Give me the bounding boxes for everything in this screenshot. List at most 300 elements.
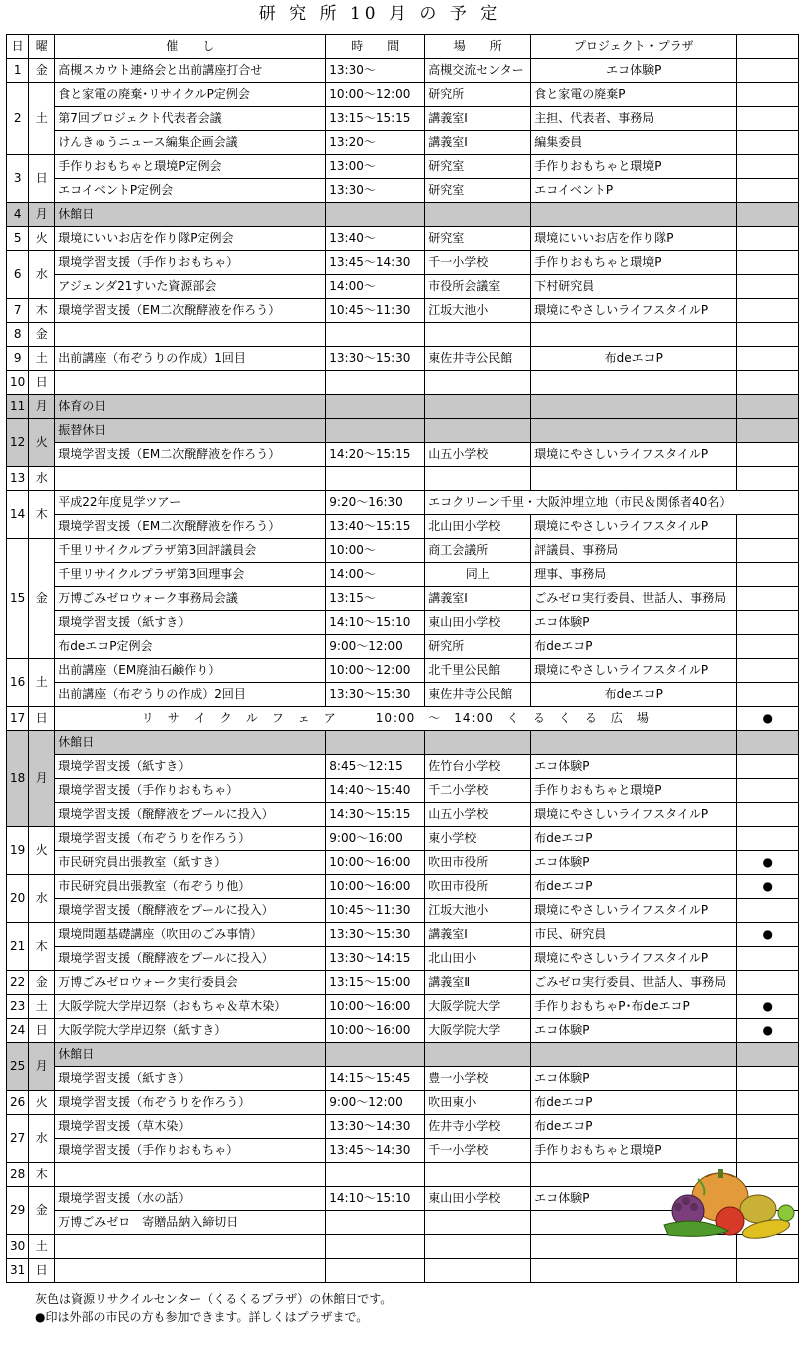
project-cell: エコ体験P [531,59,737,83]
place-cell: 東小学校 [425,827,531,851]
table-row [7,419,799,443]
place-cell: 千一小学校 [425,251,531,275]
public-mark: ● [737,851,799,875]
weekday: 土 [29,995,55,1019]
place-cell [425,203,531,227]
table-row [7,971,799,995]
day-number: 27 [7,1115,29,1163]
time-cell: 13:00～ [326,155,425,179]
table-row [7,299,799,323]
table-row [7,899,799,923]
public-mark [737,251,799,275]
project-cell: 布deエコP [531,1115,737,1139]
place-cell: 研究所 [425,83,531,107]
place-cell: 講義室Ⅰ [425,587,531,611]
event-cell: 高槻スカウト連絡会と出前講座打合せ [55,59,326,83]
project-cell: 評議員、事務局 [531,539,737,563]
project-cell: エコ体験P [531,755,737,779]
table-row [7,1067,799,1091]
table-row [7,635,799,659]
mark-cell [737,419,799,443]
time-cell: 13:30～15:30 [326,923,425,947]
table-row [7,347,799,371]
project-cell: 環境にやさしいライフスタイルP [531,443,737,467]
time-cell: 10:00～12:00 [326,83,425,107]
day-number: 22 [7,971,29,995]
time-cell: 13:45～14:30 [326,251,425,275]
time-cell [326,371,425,395]
project-cell: 理事、事務局 [531,563,737,587]
public-mark [737,299,799,323]
place-cell: 江坂大池小 [425,299,531,323]
time-cell: 10:00～16:00 [326,1019,425,1043]
event-cell: 環境学習支援（紙すき） [55,755,326,779]
public-mark: ● [737,1019,799,1043]
public-mark [737,947,799,971]
time-cell: 10:00～16:00 [326,851,425,875]
place-cell: 商工会議所 [425,539,531,563]
table-row [7,323,799,347]
place-cell: 江坂大池小 [425,899,531,923]
weekday: 金 [29,59,55,83]
place-cell: 同上 [425,563,531,587]
place-project-cell: エコクリーン千里・大阪沖埋立地（市民＆関係者40名） [425,491,799,515]
weekday: 水 [29,1115,55,1163]
public-mark [737,83,799,107]
event-cell: 環境学習支援（EM二次醗酵液を作ろう） [55,443,326,467]
event-cell: エコイベントP定例会 [55,179,326,203]
table-row [7,275,799,299]
project-cell: 手作りおもちゃと環境P [531,251,737,275]
day-number: 24 [7,1019,29,1043]
weekday: 火 [29,1091,55,1115]
project-cell: 布deエコP [531,635,737,659]
event-cell [55,1235,326,1259]
weekday: 土 [29,83,55,155]
public-mark [737,1259,799,1283]
weekday: 水 [29,875,55,923]
public-mark [737,59,799,83]
place-cell [425,395,531,419]
place-cell: 研究所 [425,635,531,659]
public-mark [737,347,799,371]
place-cell: 講義室Ⅱ [425,971,531,995]
time-cell: 10:45～11:30 [326,299,425,323]
public-mark: ● [737,875,799,899]
header-event: 催 し [55,35,326,59]
project-cell: 環境にやさしいライフスタイルP [531,515,737,539]
public-mark [737,659,799,683]
event-cell: 環境学習支援（紙すき） [55,611,326,635]
table-row [7,827,799,851]
header-day: 日 [7,35,29,59]
project-cell: 布deエコP [531,827,737,851]
weekday: 日 [29,371,55,395]
schedule-table [6,34,799,1283]
time-cell [326,395,425,419]
event-cell: 平成22年度見学ツアー [55,491,326,515]
note-public-mark: ●印は外部の市民の方も参加できます。詳しくはプラザまで。 [35,1310,369,1324]
project-cell [531,371,737,395]
project-cell: エコ体験P [531,1067,737,1091]
place-cell: 講義室Ⅰ [425,131,531,155]
table-row [7,155,799,179]
note-gray-closed: 灰色は資源リサクイルセンター（くるくるプラザ）の休館日です。 [35,1292,393,1306]
public-mark [737,227,799,251]
event-cell: 万博ごみゼロ 寄贈品納入締切日 [55,1211,326,1235]
project-cell: 市民、研究員 [531,923,737,947]
table-row [7,875,799,899]
weekday: 水 [29,467,55,491]
weekday: 日 [29,1019,55,1043]
project-cell [531,1259,737,1283]
weekday: 月 [29,731,55,827]
mark-cell [737,1043,799,1067]
event-cell: 万博ごみゼロウォーク事務局会議 [55,587,326,611]
event-cell: 市民研究員出張教室（布ぞうり他） [55,875,326,899]
day-number: 2 [7,83,29,155]
public-mark [737,1091,799,1115]
time-cell [326,1163,425,1187]
time-cell: 13:30～ [326,59,425,83]
table-row [7,83,799,107]
public-mark [737,803,799,827]
weekday: 金 [29,1187,55,1235]
public-mark [737,563,799,587]
project-cell: 食と家電の廃棄P [531,83,737,107]
event-cell: 環境学習支援（EM二次醗酵液を作ろう） [55,299,326,323]
time-cell [326,203,425,227]
table-row [7,179,799,203]
event-cell: 環境学習支援（布ぞうりを作ろう） [55,827,326,851]
project-cell: エコイベントP [531,179,737,203]
public-mark [737,971,799,995]
table-row [7,995,799,1019]
day-number: 11 [7,395,29,419]
public-mark [737,107,799,131]
event-cell: 手作りおもちゃと環境P定例会 [55,155,326,179]
public-mark: ● [737,923,799,947]
project-cell: ごみゼロ実行委員、世話人、事務局 [531,587,737,611]
closed-day-label: 休館日 [55,1043,326,1067]
table-row [7,467,799,491]
weekday: 月 [29,1043,55,1091]
project-cell: ごみゼロ実行委員、世話人、事務局 [531,971,737,995]
project-cell: 布deエコP [531,683,737,707]
weekday: 金 [29,323,55,347]
place-cell: 東山田小学校 [425,611,531,635]
weekday: 金 [29,971,55,995]
time-cell: 13:15～ [326,587,425,611]
table-row [7,923,799,947]
day-number: 31 [7,1259,29,1283]
public-mark [737,1067,799,1091]
time-cell: 14:40～15:40 [326,779,425,803]
day-number: 6 [7,251,29,299]
table-row [7,1139,799,1163]
table-row [7,107,799,131]
weekday: 土 [29,1235,55,1259]
public-mark [737,611,799,635]
place-cell: 研究室 [425,155,531,179]
time-cell: 13:20～ [326,131,425,155]
event-cell: 環境学習支援（手作りおもちゃ） [55,1139,326,1163]
time-cell [326,1211,425,1235]
place-cell: 講義室Ⅰ [425,107,531,131]
time-cell [326,1259,425,1283]
place-cell: 市役所会議室 [425,275,531,299]
event-cell: 環境学習支援（手作りおもちゃ） [55,251,326,275]
place-cell: 東山田小学校 [425,1187,531,1211]
header-weekday: 曜 [29,35,55,59]
time-cell: 13:40～ [326,227,425,251]
time-cell [326,467,425,491]
time-cell: 8:45～12:15 [326,755,425,779]
place-cell: 豊一小学校 [425,1067,531,1091]
day-number: 16 [7,659,29,707]
event-cell: アジェンダ21すいた資源部会 [55,275,326,299]
event-cell: 環境にいいお店を作り隊P定例会 [55,227,326,251]
time-cell: 10:00～16:00 [326,995,425,1019]
time-cell [326,1043,425,1067]
time-cell: 13:15～15:15 [326,107,425,131]
table-row [7,1259,799,1283]
place-cell [425,371,531,395]
event-cell: 環境学習支援（醗酵液をプールに投入） [55,947,326,971]
public-mark [737,371,799,395]
event-cell: 環境学習支援（手作りおもちゃ） [55,779,326,803]
day-number: 23 [7,995,29,1019]
project-cell: 手作りおもちゃと環境P [531,155,737,179]
table-row [7,851,799,875]
project-cell [531,467,737,491]
closed-day-label: 休館日 [55,203,326,227]
weekday: 日 [29,1259,55,1283]
day-number: 28 [7,1163,29,1187]
event-cell: 環境学習支援（紙すき） [55,1067,326,1091]
day-number: 9 [7,347,29,371]
weekday: 木 [29,491,55,539]
table-row [7,227,799,251]
public-mark [737,827,799,851]
table-row [7,755,799,779]
day-number: 25 [7,1043,29,1091]
event-cell: 環境学習支援（醗酵液をプールに投入） [55,803,326,827]
project-cell: 手作りおもちゃP･布deエコP [531,995,737,1019]
table-row [7,131,799,155]
page-title: 研 究 所 10 月 の 予 定 [258,4,502,24]
event-cell [55,1259,326,1283]
day-number: 15 [7,539,29,659]
project-cell [531,203,737,227]
weekday: 日 [29,155,55,203]
table-row [7,779,799,803]
place-cell: 千二小学校 [425,779,531,803]
table-row [7,611,799,635]
time-cell [326,419,425,443]
day-number: 17 [7,707,29,731]
weekday: 水 [29,251,55,299]
project-cell: 主担、代表者、事務局 [531,107,737,131]
table-row [7,659,799,683]
project-cell [531,395,737,419]
project-cell: 手作りおもちゃと環境P [531,779,737,803]
day-number: 26 [7,1091,29,1115]
event-cell: 千里リサイクルプラザ第3回評議員会 [55,539,326,563]
place-cell: 吹田市役所 [425,875,531,899]
public-mark [737,779,799,803]
event-cell: 市民研究員出張教室（紙すき） [55,851,326,875]
weekday: 金 [29,539,55,659]
time-cell: 10:45～11:30 [326,899,425,923]
time-cell: 14:00～ [326,275,425,299]
event-cell: 出前講座（布ぞうりの作成）2回目 [55,683,326,707]
event-cell: 環境学習支援（醗酵液をプールに投入） [55,899,326,923]
public-mark [737,323,799,347]
weekday: 土 [29,347,55,371]
public-mark [737,467,799,491]
event-cell: 出前講座（布ぞうりの作成）1回目 [55,347,326,371]
event-cell: 食と家電の廃棄･リサイクルP定例会 [55,83,326,107]
day-number: 30 [7,1235,29,1259]
event-cell [55,323,326,347]
event-cell: 出前講座（EM廃油石鹸作り） [55,659,326,683]
table-row [7,515,799,539]
table-row [7,563,799,587]
table-row [7,491,799,515]
event-cell: 大阪学院大学岸辺祭（紙すき） [55,1019,326,1043]
place-cell: 北山田小 [425,947,531,971]
place-cell [425,1235,531,1259]
project-cell: エコ体験P [531,851,737,875]
table-row [7,587,799,611]
table-row [7,1115,799,1139]
notes [35,1290,392,1326]
public-mark [737,1139,799,1163]
project-cell [531,1043,737,1067]
project-cell: エコ体験P [531,1187,737,1211]
place-cell: 吹田市役所 [425,851,531,875]
header-project: プロジェクト・プラザ [531,35,737,59]
event-cell: 環境学習支援（EM二次醗酵液を作ろう） [55,515,326,539]
project-cell: エコ体験P [531,1019,737,1043]
project-cell [531,419,737,443]
header-place: 場 所 [425,35,531,59]
event-cell: 環境学習支援（布ぞうりを作ろう） [55,1091,326,1115]
time-cell: 9:00～16:00 [326,827,425,851]
day-number: 20 [7,875,29,923]
weekday: 木 [29,923,55,971]
public-mark: ● [737,707,799,731]
day-number: 8 [7,323,29,347]
place-cell: 吹田東小 [425,1091,531,1115]
public-mark [737,899,799,923]
project-cell: 環境にやさしいライフスタイルP [531,299,737,323]
public-mark [737,683,799,707]
place-cell: 高槻交流センター [425,59,531,83]
weekday: 火 [29,827,55,875]
day-number: 12 [7,419,29,467]
closed-day-label: 休館日 [55,731,326,755]
event-cell: 環境問題基礎講座（吹田のごみ事情） [55,923,326,947]
place-cell: 大阪学院大学 [425,995,531,1019]
time-cell: 9:20～16:30 [326,491,425,515]
project-cell: 環境にやさしいライフスタイルP [531,947,737,971]
project-cell: 環境にやさしいライフスタイルP [531,659,737,683]
time-cell: 14:15～15:45 [326,1067,425,1091]
weekday: 木 [29,299,55,323]
table-row [7,443,799,467]
place-cell: 研究室 [425,179,531,203]
table-row [7,683,799,707]
table-row [7,395,799,419]
time-cell [326,731,425,755]
place-cell [425,731,531,755]
place-cell: 北山田小学校 [425,515,531,539]
project-cell: エコ体験P [531,611,737,635]
event-cell [55,1163,326,1187]
place-cell [425,1043,531,1067]
place-cell [425,419,531,443]
day-number: 21 [7,923,29,971]
time-cell: 14:00～ [326,563,425,587]
place-cell: 佐竹台小学校 [425,755,531,779]
table-row [7,539,799,563]
weekday: 火 [29,419,55,467]
event-cell [55,467,326,491]
time-cell: 13:30～15:30 [326,347,425,371]
time-cell [326,323,425,347]
time-cell: 13:30～15:30 [326,683,425,707]
mark-cell [737,731,799,755]
event-cell: 環境学習支援（草木染） [55,1115,326,1139]
event-cell: 布deエコP定例会 [55,635,326,659]
place-cell: 大阪学院大学 [425,1019,531,1043]
schedule-body [7,59,799,1283]
place-cell [425,1259,531,1283]
event-cell [55,371,326,395]
table-row [7,707,799,731]
public-mark: ● [737,995,799,1019]
weekday: 日 [29,707,55,731]
day-number: 7 [7,299,29,323]
public-mark [737,131,799,155]
place-cell: 東佐井寺公民館 [425,347,531,371]
place-cell: 佐井寺小学校 [425,1115,531,1139]
project-cell: 環境にやさしいライフスタイルP [531,803,737,827]
closed-day-label: 体育の日 [55,395,326,419]
mark-cell [737,203,799,227]
project-cell: 編集委員 [531,131,737,155]
project-cell: 環境にいいお店を作り隊P [531,227,737,251]
day-number: 3 [7,155,29,203]
public-mark [737,635,799,659]
recycle-fair-event: リ サ イ ク ル フ ェ ア 10:00 ～ 14:00 く る く る 広 場 [55,707,737,731]
weekday: 月 [29,203,55,227]
project-cell: 布deエコP [531,347,737,371]
day-number: 14 [7,491,29,539]
project-cell: 環境にやさしいライフスタイルP [531,899,737,923]
public-mark [737,275,799,299]
project-cell [531,731,737,755]
day-number: 18 [7,731,29,827]
place-cell: 東佐井寺公民館 [425,683,531,707]
event-cell: 大阪学院大学岸辺祭（おもちゃ＆草木染） [55,995,326,1019]
time-cell: 13:30～14:15 [326,947,425,971]
time-cell: 14:10～15:10 [326,611,425,635]
table-row [7,731,799,755]
event-cell: 万博ごみゼロウォーク実行委員会 [55,971,326,995]
